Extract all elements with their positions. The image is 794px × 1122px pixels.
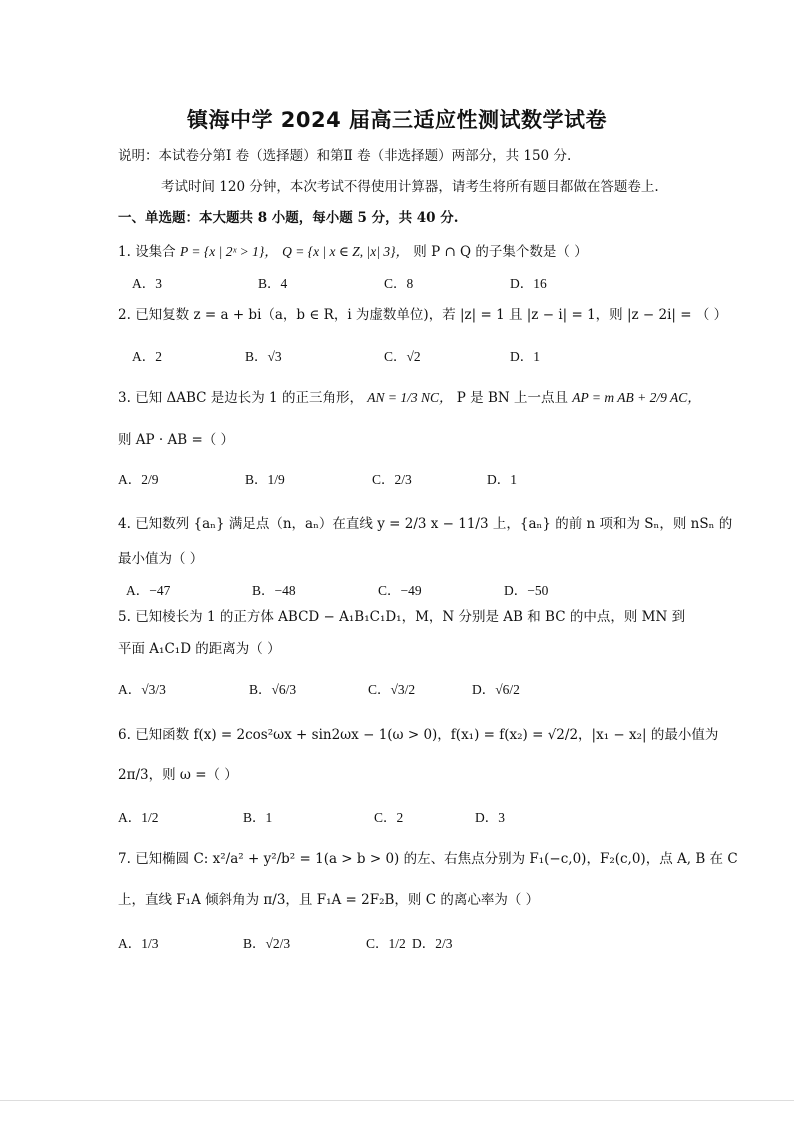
question-number: 4.	[118, 516, 131, 532]
q1-set-q: Q = {x | x ∈ Z, |x| 3}，	[282, 244, 409, 259]
question-number: 1.	[118, 244, 131, 260]
q7-option-c: C．1/2	[366, 936, 406, 951]
q5-option-b: B．√6/3	[249, 682, 297, 697]
section-heading: 一、单选题：本大题共 8 小题，每小题 5 分，共 40 分.	[118, 210, 459, 226]
q4-option-c: C．−49	[378, 583, 422, 598]
q5-text: 已知棱长为 1 的正方体 ABCD − A₁B₁C₁D₁，M，N 分别是 AB 和 BC 的中点，则 MN 到	[135, 609, 686, 625]
q6-text: 已知函数 f(x) = 2cos²ωx + sin2ωx − 1(ω > 0)，f(x₁) = f(x₂) = √2/2，|x₁ − x₂| 的最小值为	[135, 727, 719, 743]
q4-text: 已知数列 {aₙ} 满足点（n，aₙ）在直线 y = 2/3 x − 11/3 上，{aₙ} 的前 n 项和为 Sₙ，则 nSₙ 的	[135, 516, 733, 532]
q2-option-b: B．√3	[245, 349, 282, 364]
question-number: 2.	[118, 307, 131, 323]
q5-line-2: 平面 A₁C₁D 的距离为（ ）	[118, 641, 281, 657]
q4-option-d: D．−50	[504, 583, 549, 598]
q3-text-1: 已知 ΔABC 是边长为 1 的正三角形，	[135, 390, 363, 406]
q1-set-p: P = {x | 2ˣ > 1}，	[179, 244, 278, 259]
q1-option-b: B．4	[258, 276, 288, 291]
question-6	[118, 725, 718, 745]
q6-option-d: D．3	[475, 810, 505, 825]
q3-option-b: B．1/9	[245, 472, 285, 487]
q6-option-c: C．2	[374, 810, 404, 825]
q3-option-a: A．2/9	[118, 472, 159, 487]
q6-option-a: A．1/2	[118, 810, 159, 825]
q5-option-a: A．√3/3	[118, 682, 166, 697]
q1-pre: 设集合	[135, 244, 176, 260]
question-5	[118, 607, 685, 627]
exam-title: 镇海中学 2024 届高三适应性测试数学试卷	[186, 108, 608, 132]
q2-text: 已知复数 z = a + bi（a，b ∈ R，i 为虚数单位)，若 |z| = 1 且 |z − i| = 1，则 |z − 2i| = （ ）	[135, 307, 728, 323]
question-7	[118, 849, 738, 869]
q5-option-d: D．√6/2	[472, 682, 520, 697]
q3-option-c: C．2/3	[372, 472, 412, 487]
q2-option-d: D．1	[510, 349, 540, 364]
q1-option-a: A．3	[132, 276, 162, 291]
page-bottom-divider	[0, 1100, 794, 1101]
q7-option-d: D．2/3	[412, 936, 453, 951]
q7-line-2: 上，直线 F₁A 倾斜角为 π/3，且 F₁A = 2F₂B，则 C 的离心率为（ ）	[118, 892, 540, 908]
q7-text: 已知椭圆 C: x²/a² + y²/b² = 1(a > b > 0) 的左、右焦点分别为 F₁(−c,0)，F₂(c,0)，点 A, B 在 C	[135, 851, 738, 867]
q1-post: 则 P ∩ Q 的子集个数是（ ）	[413, 244, 588, 260]
question-3	[118, 388, 701, 408]
q3-line-2: 则 AP · AB =（ ）	[118, 432, 235, 448]
q3-eq-1: AN = 1/3 NC，	[367, 390, 453, 405]
question-number: 6.	[118, 727, 131, 743]
question-number: 5.	[118, 609, 131, 625]
q4-option-b: B．−48	[252, 583, 296, 598]
q4-option-a: A．−47	[126, 583, 171, 598]
question-1	[118, 242, 588, 262]
q6-line-2: 2π/3，则 ω =（ ）	[118, 767, 238, 783]
question-number: 7.	[118, 851, 131, 867]
intro-line-1: 说明：本试卷分第Ⅰ 卷（选择题）和第Ⅱ 卷（非选择题）两部分，共 150 分.	[118, 148, 572, 164]
q1-option-d: D．16	[510, 276, 547, 291]
q3-eq-2: AP = m AB + 2/9 AC，	[572, 390, 701, 405]
q2-option-c: C．√2	[384, 349, 421, 364]
question-4	[118, 514, 732, 534]
q3-text-2: P 是 BN 上一点且	[456, 390, 568, 406]
q7-option-b: B．√2/3	[243, 936, 291, 951]
intro-line-2: 考试时间 120 分钟，本次考试不得使用计算器，请考生将所有题目都做在答题卷上.	[161, 179, 659, 195]
question-2	[118, 305, 727, 325]
q5-option-c: C．√3/2	[368, 682, 416, 697]
q2-option-a: A．2	[132, 349, 162, 364]
question-number: 3.	[118, 390, 131, 406]
q7-option-a: A．1/3	[118, 936, 159, 951]
q1-option-c: C．8	[384, 276, 414, 291]
q6-option-b: B．1	[243, 810, 273, 825]
q3-option-d: D．1	[487, 472, 517, 487]
q4-line-2: 最小值为（ ）	[118, 551, 204, 567]
